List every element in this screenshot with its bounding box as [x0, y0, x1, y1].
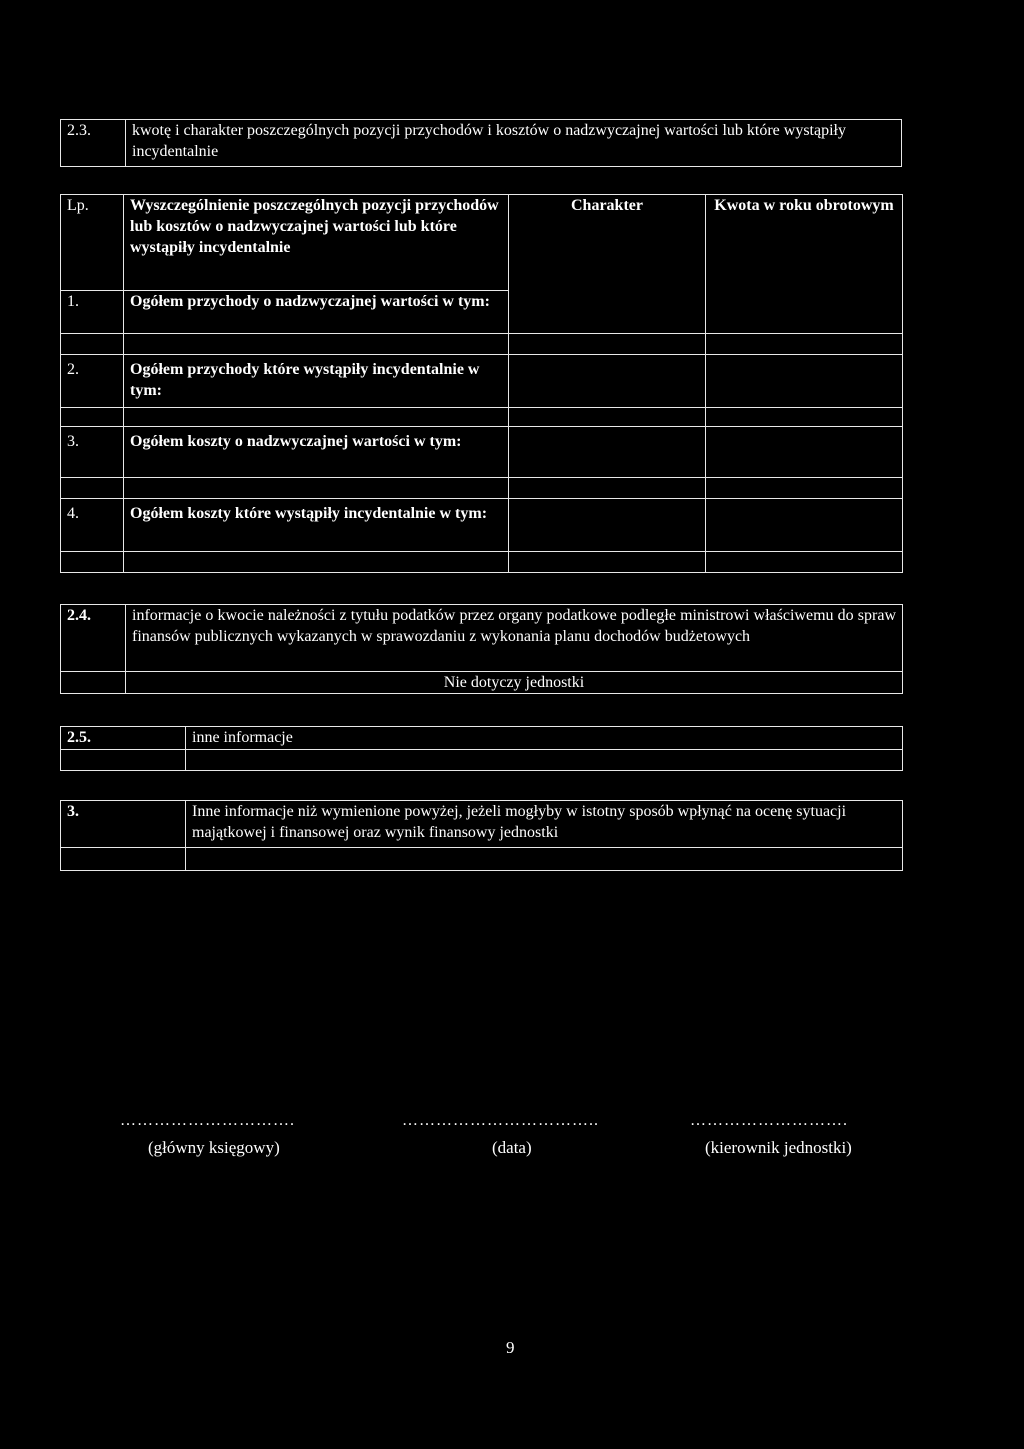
signature-line-date: …………………………….. [402, 1112, 599, 1129]
row-label: Ogółem koszty które wystąpiły incydentalnie w tym: [124, 499, 509, 552]
header-lp: Lp. [61, 195, 124, 291]
row-label: Ogółem przychody które wystąpiły incydentalnie w tym: [124, 355, 509, 408]
section-title: Inne informacje niż wymienione powyżej, jeżeli mogłyby w istotny sposób wpłynąć na ocenę sytuacji majątkowej i finansowej oraz wynik finansowy jednostki [186, 801, 903, 848]
section-title [126, 605, 903, 672]
blank-cell [61, 672, 126, 694]
row-number: 4. [61, 499, 124, 552]
signature-line-manager: ………………………. [690, 1112, 848, 1129]
blank-cell [61, 334, 124, 355]
charakter-cell [509, 355, 706, 408]
table-row-blank [61, 552, 903, 573]
section-2-3-header [60, 119, 902, 167]
charakter-cell [509, 427, 706, 478]
table-row [61, 499, 903, 552]
section-title: inne informacje [186, 727, 903, 750]
signature-label-accountant: (główny księgowy) [148, 1138, 280, 1157]
blank-cell [706, 552, 903, 573]
blank-cell [706, 408, 903, 427]
blank-cell [124, 552, 509, 573]
row-number: 2. [61, 355, 124, 408]
header-kwota: Kwota w roku obrotowym [706, 195, 903, 291]
table-header-row [61, 195, 903, 291]
blank-cell [509, 552, 706, 573]
section-2-4 [60, 604, 903, 694]
kwota-cell [706, 427, 903, 478]
section-value: Nie dotyczy jednostki [126, 672, 903, 694]
charakter-cell [509, 291, 706, 334]
blank-cell [61, 408, 124, 427]
table-row [61, 355, 903, 408]
table-row [61, 291, 903, 334]
signature-label-manager: (kierownik jednostki) [705, 1138, 852, 1157]
table-row-blank [61, 478, 903, 499]
table-row-blank [61, 334, 903, 355]
row-number: 3. [61, 427, 124, 478]
blank-cell [706, 478, 903, 499]
page-number: 9 [506, 1338, 515, 1357]
blank-cell [509, 408, 706, 427]
section-number: 3. [61, 801, 186, 848]
kwota-cell [706, 499, 903, 552]
charakter-cell [509, 499, 706, 552]
blank-cell [186, 848, 903, 871]
row-label: Ogółem przychody o nadzwyczajnej wartości w tym: [124, 291, 509, 334]
blank-cell [124, 408, 509, 427]
section-3 [60, 800, 903, 871]
section-2-5 [60, 726, 903, 771]
kwota-cell [706, 355, 903, 408]
section-text: informacje o kwocie należności z tytułu podatków przez organy podatkowe podległe ministrowi właściwemu do spraw finansów publicznych wykazanych w sprawozdaniu z wykonania planu dochodów budżetowych [132, 607, 896, 645]
kwota-cell [706, 291, 903, 334]
blank-cell [61, 552, 124, 573]
row-label: Ogółem koszty o nadzwyczajnej wartości w tym: [124, 427, 509, 478]
blank-cell [61, 848, 186, 871]
blank-cell [124, 334, 509, 355]
extraordinary-items-table [60, 194, 903, 573]
header-description: Wyszczególnienie poszczególnych pozycji przychodów lub kosztów o nadzwyczajnej wartości lub które wystąpiły incydentalnie [124, 195, 509, 291]
table-row-blank [61, 408, 903, 427]
section-number: 2.3. [61, 120, 126, 167]
section-number: 2.4. [61, 605, 126, 672]
signature-line-accountant: …………………………. [120, 1112, 295, 1129]
table-row [61, 427, 903, 478]
section-title: kwotę i charakter poszczególnych pozycji przychodów i kosztów o nadzwyczajnej wartości lub które wystąpiły incydentalnie [126, 120, 902, 167]
header-charakter: Charakter [509, 195, 706, 291]
blank-cell [61, 750, 186, 771]
row-number: 1. [61, 291, 124, 334]
section-number: 2.5. [61, 727, 186, 750]
blank-cell [61, 478, 124, 499]
blank-cell [509, 334, 706, 355]
blank-cell [124, 478, 509, 499]
signature-label-date: (data) [492, 1138, 532, 1157]
blank-cell [186, 750, 903, 771]
blank-cell [509, 478, 706, 499]
blank-cell [706, 334, 903, 355]
